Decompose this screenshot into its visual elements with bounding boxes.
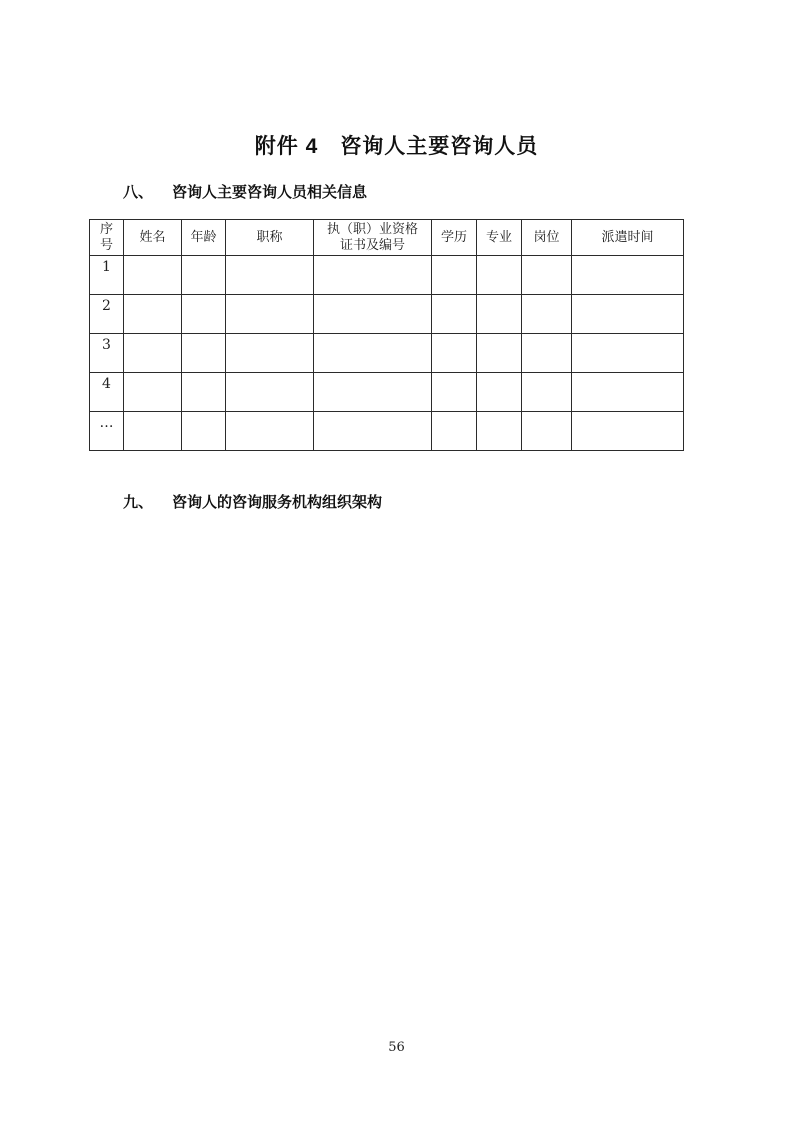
empty-cell — [572, 333, 684, 372]
empty-cell — [522, 333, 572, 372]
empty-cell — [522, 294, 572, 333]
empty-cell — [572, 294, 684, 333]
row-index-cell: 1 — [90, 255, 124, 294]
empty-cell — [314, 333, 432, 372]
section-title-8: 咨询人主要咨询人员相关信息 — [172, 184, 368, 201]
table-row-ellipsis — [90, 411, 684, 450]
personnel-table — [89, 219, 684, 451]
col-header-serial: 序号 — [90, 220, 124, 256]
empty-cell — [432, 333, 477, 372]
empty-cell — [572, 411, 684, 450]
table-header-row — [90, 220, 684, 256]
empty-cell — [182, 294, 226, 333]
row-index-cell: 3 — [90, 333, 124, 372]
empty-cell — [226, 333, 314, 372]
empty-cell — [182, 255, 226, 294]
empty-cell — [432, 255, 477, 294]
empty-cell — [124, 372, 182, 411]
table-row-1 — [90, 255, 684, 294]
section-heading-8 — [123, 181, 367, 202]
empty-cell — [226, 411, 314, 450]
empty-cell — [477, 372, 522, 411]
row-index-cell: 4 — [90, 372, 124, 411]
empty-cell — [182, 333, 226, 372]
table-row-4 — [90, 372, 684, 411]
empty-cell — [522, 372, 572, 411]
section-title-9: 咨询人的咨询服务机构组织架构 — [172, 494, 383, 511]
section-number-8: 八、 — [123, 184, 154, 201]
col-header-title: 职称 — [226, 220, 314, 256]
empty-cell — [477, 333, 522, 372]
col-header-post: 岗位 — [522, 220, 572, 256]
col-header-certificate: 执（职）业资格证书及编号 — [314, 220, 432, 256]
empty-cell — [314, 255, 432, 294]
empty-cell — [572, 255, 684, 294]
empty-cell — [432, 372, 477, 411]
empty-cell — [572, 372, 684, 411]
empty-cell — [226, 372, 314, 411]
col-header-name: 姓名 — [124, 220, 182, 256]
col-header-education: 学历 — [432, 220, 477, 256]
section-number-9: 九、 — [123, 494, 154, 511]
row-index-cell: … — [90, 411, 124, 450]
empty-cell — [124, 333, 182, 372]
empty-cell — [432, 411, 477, 450]
col-header-age: 年龄 — [182, 220, 226, 256]
empty-cell — [182, 372, 226, 411]
empty-cell — [314, 372, 432, 411]
section-heading-9 — [123, 491, 382, 512]
page-number: 56 — [388, 1040, 405, 1055]
empty-cell — [182, 411, 226, 450]
table-row-3 — [90, 333, 684, 372]
col-header-major: 专业 — [477, 220, 522, 256]
empty-cell — [432, 294, 477, 333]
page-title: 附件 4 咨询人主要咨询人员 — [254, 135, 539, 158]
row-index-cell: 2 — [90, 294, 124, 333]
empty-cell — [124, 411, 182, 450]
empty-cell — [522, 411, 572, 450]
empty-cell — [522, 255, 572, 294]
empty-cell — [314, 411, 432, 450]
table-row-2 — [90, 294, 684, 333]
empty-cell — [314, 294, 432, 333]
col-header-dispatch-time: 派遣时间 — [572, 220, 684, 256]
empty-cell — [226, 255, 314, 294]
empty-cell — [226, 294, 314, 333]
empty-cell — [477, 294, 522, 333]
empty-cell — [124, 294, 182, 333]
empty-cell — [477, 411, 522, 450]
empty-cell — [124, 255, 182, 294]
empty-cell — [477, 255, 522, 294]
